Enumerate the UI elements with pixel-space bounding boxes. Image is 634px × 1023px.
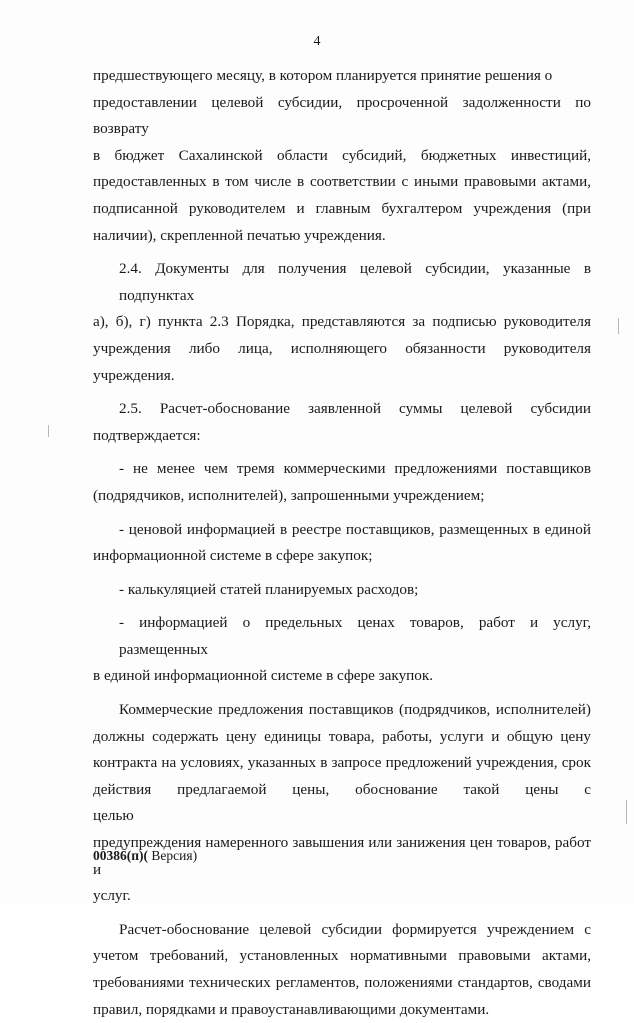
document-body bbox=[93, 63, 591, 1023]
scan-artifact-mark bbox=[626, 800, 627, 824]
line-text: Коммерческие предложения поставщиков (подрядчиков, исполнителей) bbox=[119, 701, 591, 719]
line-text: (подрядчиков, исполнителей), запрошенными учреждением; bbox=[93, 486, 485, 504]
text-line bbox=[93, 883, 591, 910]
text-line bbox=[93, 196, 591, 223]
text-line bbox=[93, 256, 591, 309]
text-line bbox=[93, 724, 591, 751]
text-line bbox=[93, 363, 591, 390]
line-text: в бюджет Сахалинской области субсидий, бюджетных инвестиций, bbox=[93, 146, 591, 164]
text-line bbox=[93, 750, 591, 777]
line-text: - ценовой информацией в реестре поставщиков, размещенных в единой bbox=[119, 520, 591, 538]
list-item-price-limits bbox=[93, 610, 591, 690]
text-line bbox=[93, 997, 591, 1023]
text-line bbox=[93, 917, 591, 944]
text-line bbox=[93, 90, 591, 143]
line-text: наличии), скрепленной печатью учреждения. bbox=[93, 226, 386, 244]
text-line bbox=[93, 456, 591, 483]
paragraph-clause-2-4 bbox=[93, 256, 591, 389]
text-line bbox=[93, 169, 591, 196]
line-text: - информацией о предельных ценах товаров, работ и услуг, размещенных bbox=[119, 614, 591, 658]
line-text: должны содержать цену единицы товара, работы, услуги и общую цену bbox=[93, 727, 591, 745]
line-text: предоставленных в том числе в соответствии с иными правовыми актами, bbox=[93, 173, 591, 191]
line-text: учреждения либо лица, исполняющего обязанности руководителя bbox=[93, 339, 591, 357]
text-line bbox=[93, 483, 591, 510]
scan-artifact-mark bbox=[48, 425, 49, 437]
text-line bbox=[93, 517, 591, 544]
line-text: предупреждения намеренного завышения или занижения цен товаров, работ и bbox=[93, 834, 591, 878]
line-text: предшествующего месяцу, в котором планируется принятие решения о bbox=[93, 67, 553, 84]
document-footer-code bbox=[93, 848, 197, 864]
text-line bbox=[93, 143, 591, 170]
list-item-calculation bbox=[93, 577, 591, 604]
text-line bbox=[93, 577, 591, 604]
line-text: 2.4. Документы для получения целевой субсидии, указанные в подпунктах bbox=[119, 260, 591, 304]
text-line bbox=[93, 610, 591, 663]
paragraph-commercial-offers-requirements bbox=[93, 697, 591, 910]
line-text: подписанной руководителем и главным бухгалтером учреждения (при bbox=[93, 199, 591, 217]
paragraph-clause-2-5 bbox=[93, 396, 591, 449]
list-item-commercial-offers bbox=[93, 456, 591, 509]
paragraph-calculation-basis bbox=[93, 917, 591, 1023]
text-line bbox=[93, 663, 591, 690]
text-line bbox=[93, 423, 591, 450]
text-line bbox=[93, 396, 591, 423]
text-line bbox=[93, 336, 591, 363]
text-line bbox=[93, 943, 591, 970]
line-text: контракта на условиях, указанных в запросе предложений учреждения, срок bbox=[93, 754, 591, 772]
text-line bbox=[93, 970, 591, 997]
line-text: требованиями технических регламентов, положениями стандартов, сводами bbox=[93, 974, 591, 991]
line-text: информационной системе в сфере закупок; bbox=[93, 547, 373, 565]
line-text: а), б), г) пункта 2.3 Порядка, представляются за подписью руководителя bbox=[93, 313, 591, 331]
text-line bbox=[93, 543, 591, 570]
text-line bbox=[93, 309, 591, 336]
line-text: в единой информационной системе в сфере закупок. bbox=[93, 667, 434, 685]
scan-artifact-mark bbox=[618, 318, 619, 334]
text-line bbox=[93, 697, 591, 724]
text-line bbox=[93, 63, 591, 90]
line-text: Расчет-обоснование целевой субсидии формируется учреждением с bbox=[119, 920, 591, 938]
line-text: действия предлагаемой цены, обоснование такой цены с целью bbox=[93, 780, 591, 825]
doc-code: 00386(п)( bbox=[93, 848, 149, 863]
line-text: услуг. bbox=[93, 887, 131, 905]
paragraph-continuation bbox=[93, 63, 591, 249]
line-text: - калькуляцией статей планируемых расходов; bbox=[119, 580, 419, 598]
line-text: подтверждается: bbox=[93, 426, 201, 444]
text-line bbox=[93, 223, 591, 250]
line-text: правил, порядками и правоустанавливающими документами. bbox=[93, 1000, 490, 1018]
text-line bbox=[93, 777, 591, 830]
doc-version: Версия) bbox=[148, 848, 198, 863]
line-text: учреждения. bbox=[93, 366, 175, 384]
list-item-price-info bbox=[93, 517, 591, 570]
line-text: учетом требований, установленных нормативными правовыми актами, bbox=[93, 947, 591, 965]
page-number: 4 bbox=[313, 34, 321, 49]
line-text: предоставлении целевой субсидии, просроченной задолженности по возврату bbox=[93, 93, 591, 138]
line-text: 2.5. Расчет-обоснование заявленной суммы целевой субсидии bbox=[119, 400, 591, 418]
line-text: - не менее чем тремя коммерческими предложениями поставщиков bbox=[119, 460, 591, 478]
